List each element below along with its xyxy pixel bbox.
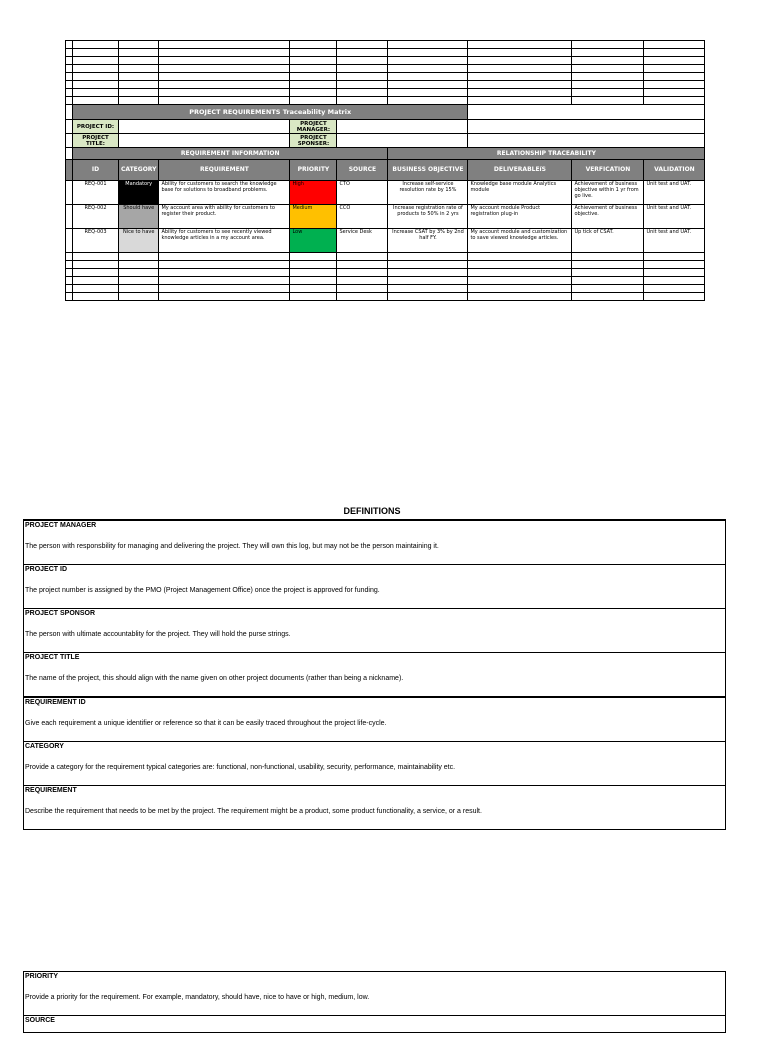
cell-deliverables[interactable]: My account module Product registration plug-in — [468, 205, 572, 229]
cell-requirement[interactable]: My account area with ability for customers to register their product. — [159, 205, 290, 229]
col-header-requirement: REQUIREMENT — [159, 160, 290, 181]
definition-term: PROJECT ID — [25, 566, 68, 573]
definitions-box — [23, 519, 726, 830]
definition-item — [24, 972, 725, 1016]
definition-term: REQUIREMENT — [25, 787, 77, 794]
cell-business-objective[interactable]: Increase CSAT by 3% by 2nd half FY. — [388, 229, 468, 253]
col-header-verification: VERFICATION — [572, 160, 644, 181]
cell-validation[interactable]: Unit test and UAT. — [644, 181, 705, 205]
col-header-priority: PRIORITY — [290, 160, 337, 181]
table-row — [66, 229, 705, 253]
definition-text: The name of the project, this should align with the name given on other project documents (rather than being a nickname). — [25, 675, 404, 682]
definition-item — [24, 742, 725, 786]
definition-item — [24, 698, 725, 742]
cell-id[interactable]: REQ-003 — [73, 229, 119, 253]
cell-business-objective[interactable]: Increase registration rate of products to 50% in 2 yrs — [388, 205, 468, 229]
definition-term: CATEGORY — [25, 743, 64, 750]
definition-term: PROJECT SPONSOR — [25, 610, 96, 617]
definition-term: PROJECT TITLE — [25, 654, 80, 661]
col-header-id: ID — [73, 160, 119, 181]
col-header-business-objective: BUSINESS OBJECTIVE — [388, 160, 468, 181]
definition-item — [24, 653, 725, 698]
definition-item — [24, 1016, 725, 1059]
definition-text: The person with responsbility for managing and delivering the project. They will own this log, but may not be the person maintaining it. — [25, 543, 439, 550]
cell-source[interactable]: CTO — [337, 181, 388, 205]
project-sponsor-label: PROJECT SPONSER: — [290, 134, 337, 148]
cell-source[interactable]: CCO — [337, 205, 388, 229]
cell-verification[interactable]: Up tick of CSAT. — [572, 229, 644, 253]
cell-priority[interactable]: High — [290, 181, 337, 205]
definition-item — [24, 609, 725, 653]
cell-category[interactable]: Nice to have — [119, 229, 159, 253]
col-header-category: CATEGORY — [119, 160, 159, 181]
project-id-label: PROJECT ID: — [73, 120, 119, 134]
col-header-source: SOURCE — [337, 160, 388, 181]
cell-verification[interactable]: Achievement of business objective within 1 yr from go live. — [572, 181, 644, 205]
definition-term: PRIORITY — [25, 973, 59, 980]
definition-text: Give each requirement a unique identifier or reference so that it can be easily traced throughout the project life-cycle. — [25, 720, 387, 727]
project-manager-label: PROJECT MANAGER: — [290, 120, 337, 134]
definition-text: Provide a priority for the requirement. For example, mandatory, should have, nice to have or high, medium, low. — [25, 994, 370, 1001]
project-id-value[interactable] — [119, 120, 290, 134]
cell-business-objective[interactable]: Increase self-service resolution rate by 15% — [388, 181, 468, 205]
cell-category[interactable]: Mandatory — [119, 181, 159, 205]
matrix-title: PROJECT REQUIREMENTS Traceability Matrix — [73, 105, 468, 120]
definition-item — [24, 786, 725, 829]
cell-validation[interactable]: Unit test and UAT. — [644, 205, 705, 229]
cell-verification[interactable]: Achievement of business objective. — [572, 205, 644, 229]
section-relationship-traceability: RELATIONSHIP TRACEABILITY — [388, 148, 705, 160]
col-header-deliverables: DELIVERABLEíS — [468, 160, 572, 181]
project-title-value[interactable] — [119, 134, 290, 148]
cell-category[interactable]: Should have — [119, 205, 159, 229]
table-row — [66, 205, 705, 229]
definition-item — [24, 521, 725, 565]
cell-deliverables[interactable]: My account module and customization to save viewed knowledge articles. — [468, 229, 572, 253]
table-row — [66, 181, 705, 205]
cell-priority[interactable]: Low — [290, 229, 337, 253]
cell-source[interactable]: Service Desk — [337, 229, 388, 253]
definition-text: Provide a category for the requirement typical categories are: functional, non-functional, usability, security, performance, maintainability etc. — [25, 764, 456, 771]
definition-term: REQUIREMENT ID — [25, 699, 86, 706]
traceability-matrix-table — [65, 40, 705, 301]
cell-id[interactable]: REQ-002 — [73, 205, 119, 229]
definitions-title: DEFINITIONS — [343, 506, 401, 516]
definition-text: The person with ultimate accountablity for the project. They will hold the purse strings. — [25, 631, 291, 638]
project-sponsor-value[interactable] — [337, 134, 468, 148]
definition-term: PROJECT MANAGER — [25, 522, 97, 529]
definition-text: The project number is assigned by the PMO (Project Management Office) once the project is approved for funding. — [25, 587, 380, 594]
cell-requirement[interactable]: Ability for customers to see recently viewed knowledge articles in a my account area. — [159, 229, 290, 253]
project-manager-value[interactable] — [337, 120, 468, 134]
cell-validation[interactable]: Unit test and UAT. — [644, 229, 705, 253]
definition-item — [24, 565, 725, 609]
col-header-validation: VALIDATION — [644, 160, 705, 181]
cell-priority[interactable]: Medium — [290, 205, 337, 229]
definition-term: SOURCE — [25, 1017, 55, 1024]
definition-text: Describe the requirement that needs to be met by the project. The requirement might be a product, some product functionality, a service, or a result. — [25, 808, 482, 815]
project-title-label: PROJECT TITLE: — [73, 134, 119, 148]
cell-id[interactable]: REQ-001 — [73, 181, 119, 205]
section-requirement-information: REQUIREMENT INFORMATION — [73, 148, 388, 160]
cell-deliverables[interactable]: Knowledge base module Analytics module — [468, 181, 572, 205]
cell-requirement[interactable]: Ability for customers to search the knowledge base for solutions to broadband problems. — [159, 181, 290, 205]
